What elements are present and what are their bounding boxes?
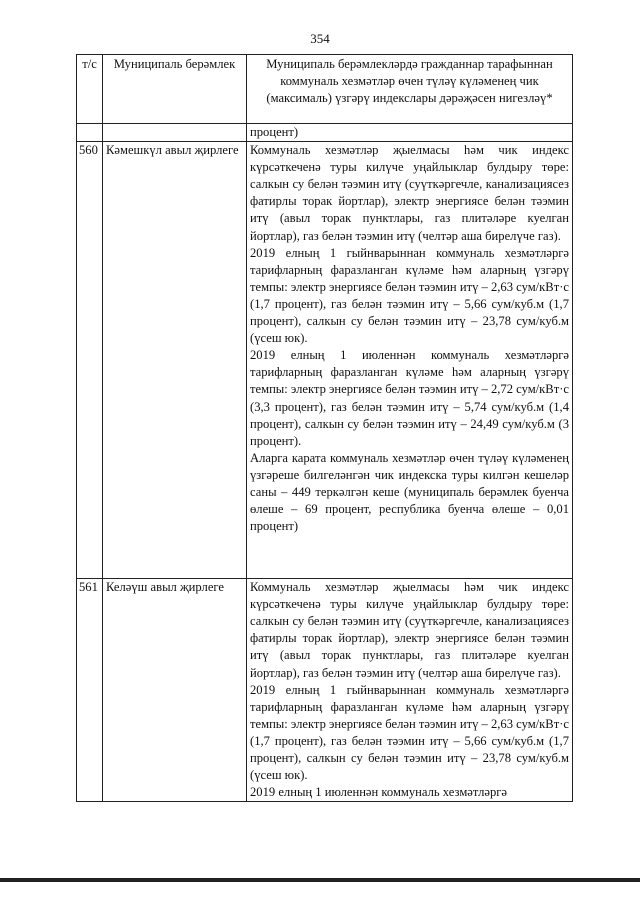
- row-description: [247, 142, 573, 579]
- header-number: т/с: [77, 55, 103, 124]
- row-municipality: Келәүш авыл җирлеге: [103, 579, 247, 802]
- row-number: 561: [77, 579, 103, 802]
- row-paragraph: 2019 елның 1 июленнән коммуналь хезмәтләргә тарифларның фаразланган күләме һәм аларның үзгәрү темпы: электр энергиясе белән тәэмин итү – 2,72 сум/кВт·с (3,3 процент), газ белән тәэмин итү – 5,74 сум/куб.м (1,4 процент), салкын су белән тәэмин итү – 24,49 сум/куб.м (3 процент).: [250, 348, 569, 448]
- row-paragraph: Коммуналь хезмәтләр җыелмасы һәм чик индекс күрсәткеченә туры килүче уңайлыклар булдыру төре: салкын су белән тәэмин итү (суүткәргечле, канализациясез фатирлы торак йортлар), электр энергиясе белән тәэмин итү (авыл торак пунктлары, газ плитәләре куелган йортлар), газ белән тәэмин итү (челтәр аша бирелүче газ).: [250, 143, 569, 243]
- continuation-text: процент): [247, 124, 573, 142]
- table-header-row: [77, 55, 573, 124]
- row-paragraph: 2019 елның 1 гыйнварыннан коммуналь хезмәтләргә тарифларның фаразланган күләме һәм аларның үзгәрү темпы: электр энергиясе белән тәэмин итү – 2,63 сум/кВт·с (1,7 процент), газ белән тәэмин итү – 5,66 сум/куб.м (1,7 процент), салкын су белән тәэмин итү – 23,78 сум/куб.м (үсеш юк).: [250, 245, 569, 346]
- continuation-row: [77, 124, 573, 142]
- row-paragraph: Коммуналь хезмәтләр җыелмасы һәм чик индекс күрсәткеченә туры килүче уңайлыклар булдыру төре: салкын су белән тәэмин итү (суүткәргечле, канализациясез фатирлы торак йортлар), электр энергиясе белән тәэмин итү (авыл торак пунктлары, газ плитәләре куелган йортлар), газ белән тәэмин итү (челтәр аша бирелүче газ).: [250, 580, 569, 680]
- continuation-municipality: [103, 124, 247, 142]
- tariff-table: [76, 54, 573, 802]
- table-row: [77, 579, 573, 802]
- row-paragraph: 2019 елның 1 июленнән коммуналь хезмәтләргә: [250, 785, 507, 800]
- bottom-rule: [0, 878, 640, 882]
- continuation-number: [77, 124, 103, 142]
- page-number: 354: [310, 31, 330, 46]
- row-paragraph: 2019 елның 1 гыйнварыннан коммуналь хезмәтләргә тарифларның фаразланган күләме һәм аларның үзгәрү темпы: электр энергиясе белән тәэмин итү – 2,63 сум/кВт·с (1,7 процент), газ белән тәэмин итү – 5,66 сум/куб.м (1,7 процент), салкын су белән тәэмин итү – 23,78 сум/куб.м (үсеш юк).: [250, 682, 569, 783]
- header-description: Муниципаль берәмлекләрдә гражданнар тарафыннан коммуналь хезмәтләр өчен түләү күләменең чик (максималь) үзгәрү индекслары дәрәҗәсен нигезләү*: [247, 55, 573, 124]
- row-municipality: Кәмешкүл авыл җирлеге: [103, 142, 247, 579]
- table-row: [77, 142, 573, 579]
- header-municipality: Муниципаль берәмлек: [103, 55, 247, 124]
- row-description: [247, 579, 573, 802]
- row-number: 560: [77, 142, 103, 579]
- row-paragraph: Аларга карата коммуналь хезмәтләр өчен түләү күләменең үзгәреше билгеләнгән чик индекска туры килгән кешеләр саны – 449 теркәлгән кеше (муниципаль берәмлек буенча өлеше – 69 процент, республика буенча өлеше – 0,01 процент): [250, 450, 569, 534]
